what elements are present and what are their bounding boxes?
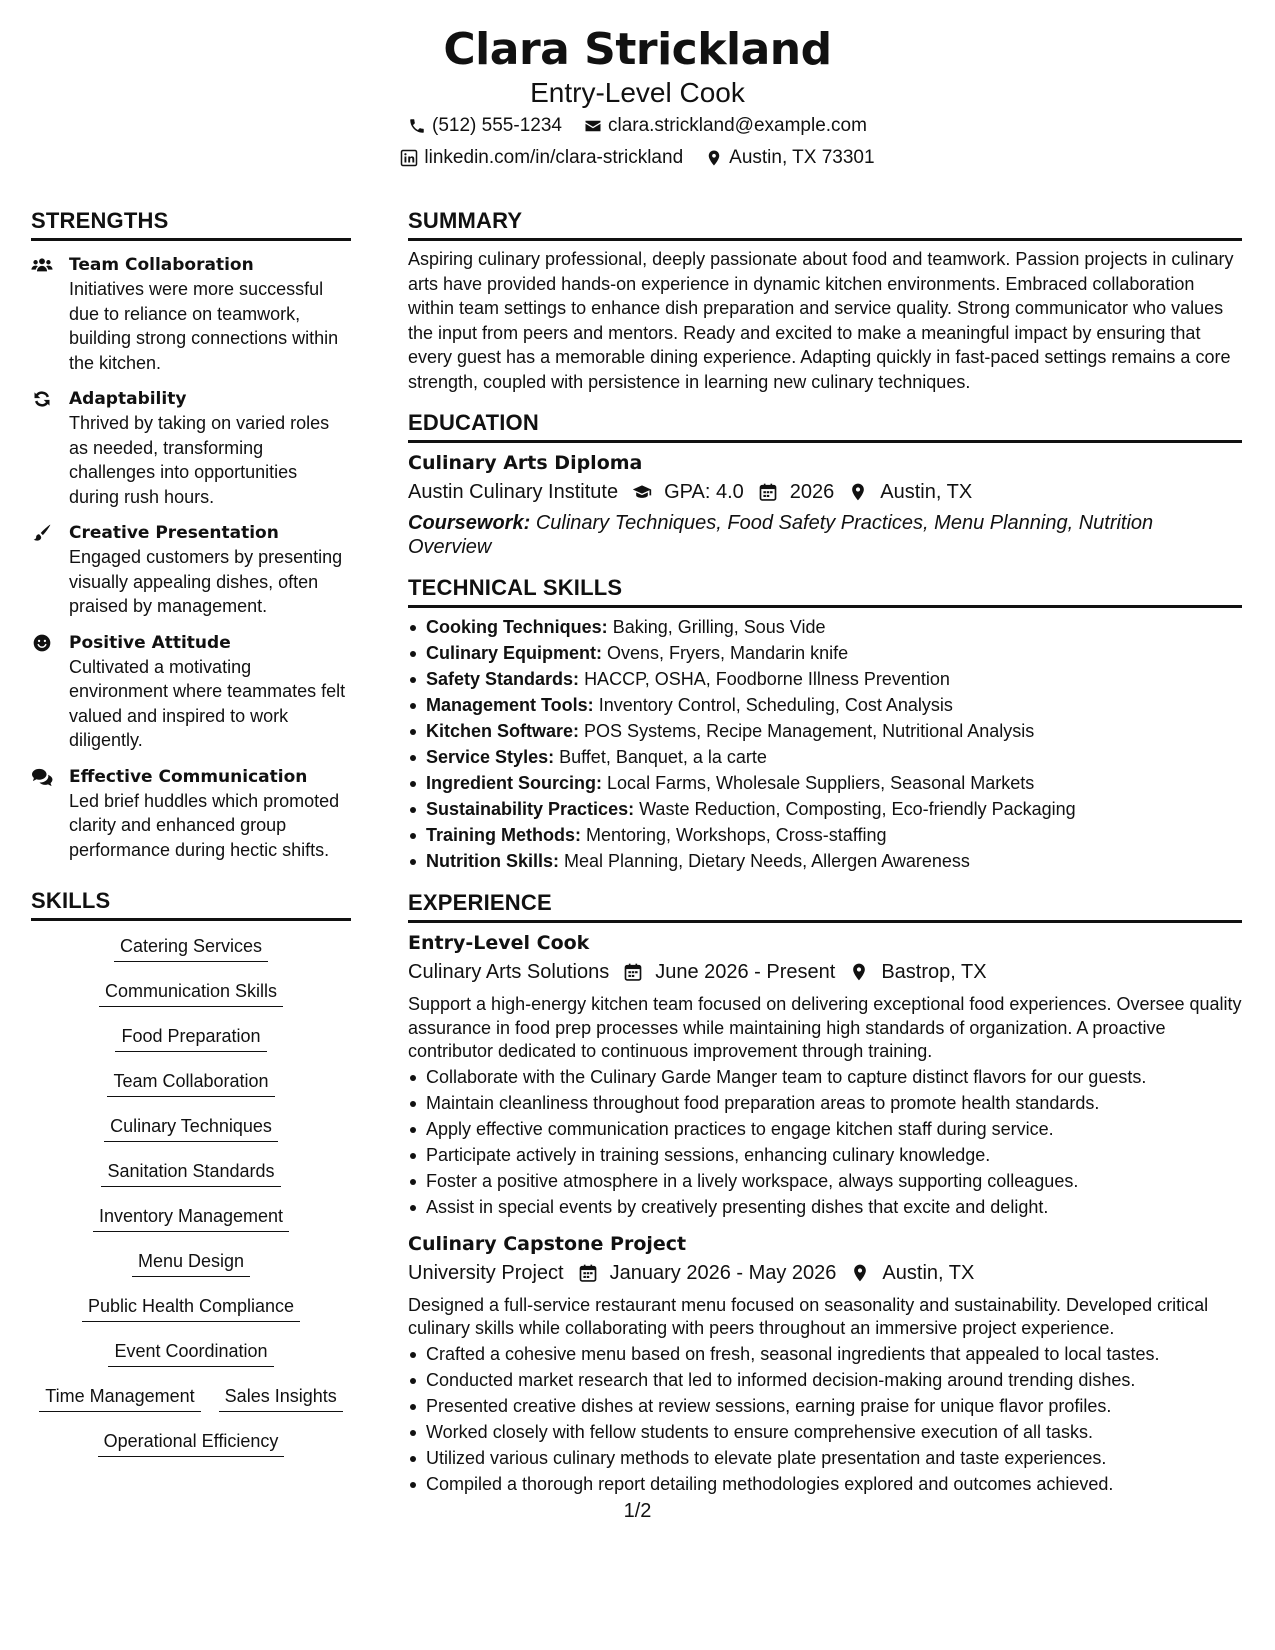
technical-skills-title: TECHNICAL SKILLS <box>408 573 1242 608</box>
experience-entry <box>408 1230 1242 1497</box>
list-item: Presented creative dishes at review sessions, earning praise for unique flavor profiles. <box>408 1393 1242 1419</box>
skill-tag: Team Collaboration <box>107 1066 274 1097</box>
strength-title: Positive Attitude <box>69 632 231 653</box>
list-item: Service Styles: Buffet, Banquet, a la carte <box>408 744 1242 770</box>
skill-tag: Menu Design <box>132 1246 250 1277</box>
list-item: Participate actively in training sessions, enhancing culinary knowledge. <box>408 1142 1242 1168</box>
contact-linkedin[interactable] <box>400 142 683 174</box>
company-name: University Project <box>408 1261 564 1284</box>
strength-item <box>31 765 351 863</box>
list-item: Ingredient Sourcing: Local Farms, Wholesale Suppliers, Seasonal Markets <box>408 770 1242 796</box>
contact-row-2 <box>0 142 1275 174</box>
comments-icon <box>31 767 53 787</box>
education-year: 2026 <box>758 477 835 507</box>
map-marker-icon <box>705 149 723 167</box>
right-column <box>408 206 1242 1511</box>
experience-entry <box>408 929 1242 1220</box>
education-section <box>408 408 1242 559</box>
experience-section <box>408 888 1242 1497</box>
job-bullets <box>408 1341 1242 1497</box>
left-column <box>31 206 351 1471</box>
strength-title: Creative Presentation <box>69 523 279 543</box>
education-title: EDUCATION <box>408 408 1242 443</box>
list-item: Management Tools: Inventory Control, Scheduling, Cost Analysis <box>408 692 1242 718</box>
strength-item <box>31 253 351 375</box>
smile-icon <box>31 633 53 653</box>
gpa: GPA: 4.0 <box>632 477 744 507</box>
sync-icon <box>31 389 53 409</box>
contact-location <box>705 142 874 174</box>
job-title: Culinary Capstone Project <box>408 1232 687 1255</box>
job-dates: June 2026 - Present <box>623 957 835 987</box>
technical-skills-section <box>408 573 1242 874</box>
map-marker-icon <box>849 962 869 982</box>
list-item: Kitchen Software: POS Systems, Recipe Management, Nutritional Analysis <box>408 718 1242 744</box>
skills-title: SKILLS <box>31 886 351 921</box>
calendar-icon <box>758 482 778 502</box>
strengths-title: STRENGTHS <box>31 206 351 241</box>
skill-tag: Catering Services <box>114 931 268 962</box>
strength-desc: Initiatives were more successful due to reliance on teamwork, building strong connections within the kitchen. <box>69 279 339 373</box>
phone-text: (512) 555-1234 <box>432 115 562 136</box>
job-description: Designed a full-service restaurant menu focused on seasonality and sustainability. Developed critical culinary skills while collaborating with peers throughout an immersive project experience. <box>408 1294 1209 1338</box>
page-number: 1/2 <box>623 1500 652 1522</box>
list-item: Maintain cleanliness throughout food preparation areas to promote health standards. <box>408 1090 1242 1116</box>
list-item: Foster a positive atmosphere in a lively workspace, always supporting colleagues. <box>408 1168 1242 1194</box>
experience-title: EXPERIENCE <box>408 888 1242 923</box>
strength-title: Effective Communication <box>69 766 308 787</box>
candidate-role: Entry-Level Cook <box>530 77 745 108</box>
skill-tag: Event Coordination <box>108 1336 273 1367</box>
strength-desc: Thrived by taking on varied roles as needed, transforming challenges into opportunities during rush hours. <box>69 413 330 507</box>
list-item: Culinary Equipment: Ovens, Fryers, Mandarin knife <box>408 640 1242 666</box>
map-marker-icon <box>848 482 868 502</box>
job-title: Entry-Level Cook <box>408 932 590 954</box>
calendar-icon <box>578 1263 598 1283</box>
strength-desc: Led brief huddles which promoted clarity and enhanced group performance during hectic shifts. <box>69 790 340 860</box>
phone-icon <box>408 117 426 135</box>
job-bullets <box>408 1064 1242 1220</box>
contact-phone <box>408 110 562 142</box>
coursework <box>408 511 1242 559</box>
skill-tag: Time Management <box>39 1381 200 1412</box>
contact-email[interactable] <box>584 110 867 142</box>
skill-tag: Inventory Management <box>93 1201 289 1232</box>
job-meta <box>408 1258 1242 1288</box>
list-item: Cooking Techniques: Baking, Grilling, Sous Vide <box>408 614 1242 640</box>
graduation-cap-icon <box>632 482 652 502</box>
skill-tag: Sales Insights <box>219 1381 343 1412</box>
strength-item <box>31 521 351 619</box>
school-name: Austin Culinary Institute <box>408 481 619 503</box>
strength-item <box>31 387 351 509</box>
envelope-icon <box>584 117 602 135</box>
paintbrush-icon <box>31 523 53 543</box>
candidate-name: Clara Strickland <box>443 24 832 75</box>
skill-tag: Communication Skills <box>99 976 283 1007</box>
map-marker-icon <box>850 1263 870 1283</box>
list-item: Safety Standards: HACCP, OSHA, Foodborne Illness Prevention <box>408 666 1242 692</box>
skills-list <box>31 931 351 1471</box>
company-name: Culinary Arts Solutions <box>408 961 610 983</box>
job-description: Support a high-energy kitchen team focused on delivering exceptional food experiences. Oversee quality assurance in food prep processes while maintaining high standards of organization. A proactive contributor dedicated to continuous improvement through training. <box>408 994 1242 1061</box>
linkedin-icon <box>400 149 418 167</box>
technical-skills-list <box>408 614 1242 874</box>
skill-tag: Operational Efficiency <box>98 1426 285 1457</box>
list-item: Worked closely with fellow students to ensure comprehensive execution of all tasks. <box>408 1419 1242 1445</box>
summary-section <box>408 206 1242 394</box>
list-item: Crafted a cohesive menu based on fresh, seasonal ingredients that appealed to local tastes. <box>408 1341 1242 1367</box>
job-location: Austin, TX <box>850 1258 974 1288</box>
list-item: Conducted market research that led to informed decision-making around trending dishes. <box>408 1367 1242 1393</box>
list-item: Compiled a thorough report detailing methodologies explored and outcomes achieved. <box>408 1471 1242 1497</box>
list-item: Apply effective communication practices to engage kitchen staff during service. <box>408 1116 1242 1142</box>
skill-tag: Food Preparation <box>115 1021 266 1052</box>
calendar-icon <box>623 962 643 982</box>
degree-title: Culinary Arts Diploma <box>408 452 643 474</box>
skill-tag: Public Health Compliance <box>82 1291 300 1322</box>
education-meta <box>408 477 1242 507</box>
coursework-text: Culinary Techniques, Food Safety Practices, Menu Planning, Nutrition Overview <box>408 512 1154 558</box>
strength-desc: Cultivated a motivating environment where teammates felt valued and inspired to work diligently. <box>69 656 346 750</box>
strengths-section <box>31 206 351 862</box>
strength-title: Team Collaboration <box>69 255 254 275</box>
list-item: Assist in special events by creatively presenting dishes that excite and delight. <box>408 1194 1242 1220</box>
skills-section <box>31 886 351 1471</box>
job-meta <box>408 957 1242 987</box>
linkedin-text: linkedin.com/in/clara-strickland <box>424 147 684 168</box>
location-text: Austin, TX 73301 <box>729 147 875 168</box>
resume-header <box>0 22 1275 174</box>
job-location: Bastrop, TX <box>849 957 986 987</box>
strength-title: Adaptability <box>69 389 187 409</box>
contact-row-1 <box>0 110 1275 142</box>
list-item: Nutrition Skills: Meal Planning, Dietary Needs, Allergen Awareness <box>408 848 1242 874</box>
list-item: Utilized various culinary methods to elevate plate presentation and taste experiences. <box>408 1445 1242 1471</box>
skill-tag: Sanitation Standards <box>101 1156 280 1187</box>
strength-item <box>31 631 351 753</box>
job-dates: January 2026 - May 2026 <box>578 1258 837 1288</box>
summary-title: SUMMARY <box>408 206 1242 241</box>
coursework-label: Coursework: <box>408 512 531 534</box>
strength-desc: Engaged customers by presenting visually appealing dishes, often praised by management. <box>69 547 343 616</box>
skill-tag: Culinary Techniques <box>104 1111 278 1142</box>
list-item: Training Methods: Mentoring, Workshops, Cross-staffing <box>408 822 1242 848</box>
list-item: Sustainability Practices: Waste Reduction, Composting, Eco-friendly Packaging <box>408 796 1242 822</box>
users-icon <box>31 255 53 275</box>
email-text: clara.strickland@example.com <box>607 115 867 136</box>
education-location: Austin, TX <box>848 477 972 507</box>
list-item: Collaborate with the Culinary Garde Manger team to capture distinct flavors for our guests. <box>408 1064 1242 1090</box>
summary-text: Aspiring culinary professional, deeply passionate about food and teamwork. Passion projects in culinary arts have provided hands-on experience in dynamic kitchen environments. Embraced collaboration within team settings to enhance dish preparation and service quality. Strong communicator who values the input from peers and mentors. Ready and excited to make a meaningful impact by ensuring that every guest has a memorable dining experience. Adapting quickly in fast-paced settings remains a core strength, coupled with persistence in learning new culinary techniques. <box>408 249 1234 392</box>
